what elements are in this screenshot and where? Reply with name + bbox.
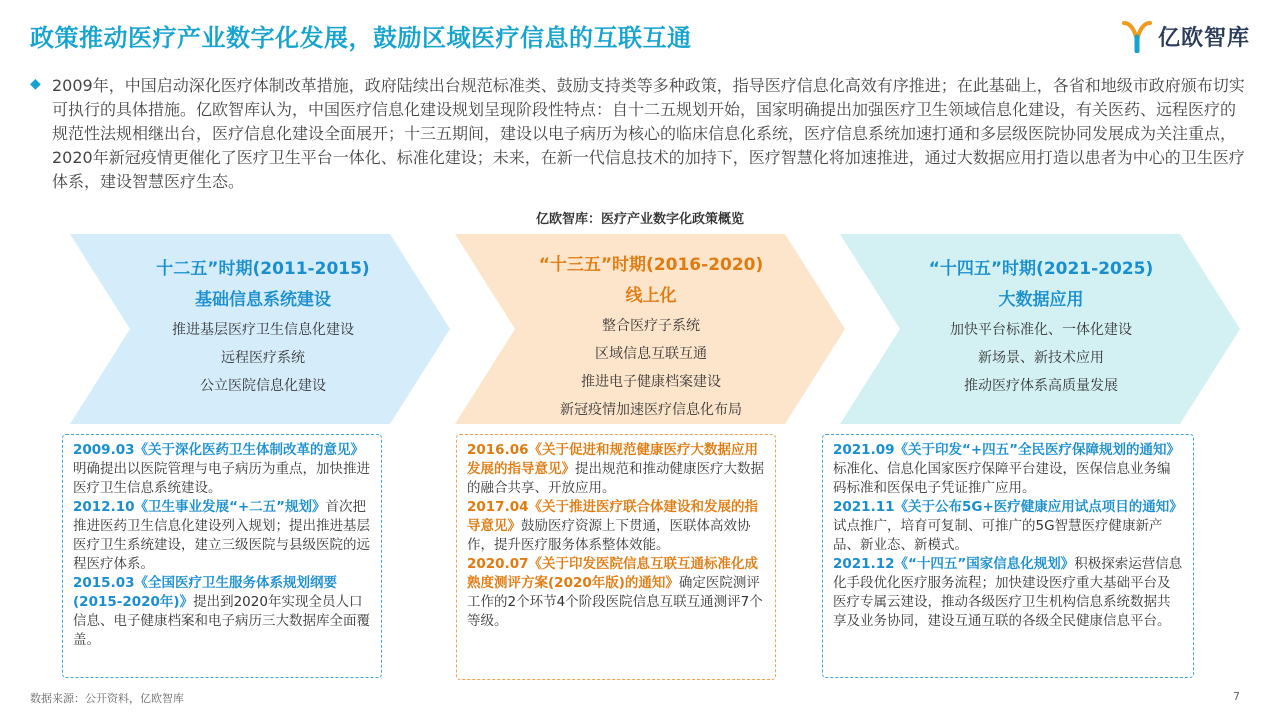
policy-box-1	[62, 434, 382, 678]
policy-entry	[73, 441, 371, 498]
policy-text: 标准化、信息化国家医疗保障平台建设，医保信息业务编码标准和医保电子凭证推广应用。	[833, 461, 1171, 496]
policy-text: 试点推广，培育可复制、可推广的5G智慧医疗健康新产品、新业态、新模式。	[833, 518, 1163, 553]
phase-item: 区域信息互联互通	[595, 346, 707, 362]
phase-title: 十二五”时期(2011-2015)	[156, 259, 370, 279]
phase-item: 公立医院信息化建设	[200, 378, 326, 394]
policy-title: 2015.03《全国医疗卫生服务体系规划纲要(2015-2020年)》	[73, 575, 337, 610]
policy-text: 明确提出以医院管理与电子病历为重点，加快推进医疗卫生信息系统建设。	[73, 461, 370, 496]
phase-item: 远程医疗系统	[221, 350, 305, 366]
policy-entry	[73, 574, 371, 650]
phase-item: 新场景、新技术应用	[978, 350, 1104, 366]
policy-entry	[833, 498, 1183, 555]
phase-title: “十四五”时期(2021-2025)	[928, 259, 1154, 279]
logo-text: 亿欧智库	[1157, 25, 1250, 51]
phase-item: 加快平台标准化、一体化建设	[950, 322, 1132, 338]
brand-logo	[1122, 16, 1250, 56]
policy-entry	[467, 441, 765, 498]
policy-entry	[833, 555, 1183, 631]
policy-text: 积极探索运营信息化手段优化医疗服务流程；加快建设医疗重大基础平台及医疗专属云建设，推动各级医疗卫生机构信息系统数据共享及业务协同，建设互通互联的各级全民健康信息平台。	[833, 556, 1183, 629]
policy-box-3	[822, 434, 1194, 678]
policy-box-2	[456, 434, 776, 680]
phase-1	[98, 254, 428, 400]
policy-text: 鼓励医疗资源上下贯通，医联体高效协作，提升医疗服务体系整体效能。	[467, 518, 751, 553]
phase-item: 推进基层医疗卫生信息化建设	[172, 322, 354, 338]
policy-title: 2021.09《关于印发“+四五”全民医疗保障规划的通知》	[833, 442, 1181, 458]
phase-subtitle: 线上化	[625, 286, 677, 306]
policy-text: 提出规范和推动健康医疗大数据的融合共享、开放应用。	[467, 461, 764, 496]
policy-title: 2021.12《“十四五”国家信息化规划》	[833, 556, 1075, 572]
policy-title: 2009.03《关于深化医药卫生体制改革的意见》	[73, 442, 364, 458]
logo-icon	[1122, 19, 1152, 53]
page-title: 政策推动医疗产业数字化发展，鼓励区域医疗信息的互联互通	[30, 24, 692, 52]
phase-item: 新冠疫情加速医疗信息化布局	[560, 402, 742, 418]
intro-section	[30, 74, 1250, 194]
phase-item: 推进电子健康档案建设	[581, 374, 721, 390]
section-subtitle: 亿欧智库：医疗产业数字化政策概览	[535, 212, 744, 227]
page-number: 7	[1233, 690, 1240, 703]
diamond-bullet-icon: ◆	[30, 76, 41, 92]
policy-entry	[833, 441, 1183, 498]
policy-text: 首次把推进医药卫生信息化建设列入规划；提出推进基层医疗卫生系统建设，建立三级医院与县级医院的远程医疗体系。	[73, 499, 370, 572]
policy-title: 2017.04《关于推进医疗联合体建设和发展的指导意见》	[467, 499, 758, 534]
policy-entry	[467, 498, 765, 555]
policy-entry	[467, 555, 765, 631]
intro-text: 2009年，中国启动深化医疗体制改革措施，政府陆续出台规范标准类、鼓励支持类等多种政策，指导医疗信息化高效有序推进；在此基础上，各省和地级市政府颁布切实可执行的具体措施。亿欧智库认为，中国医疗信息化建设规划呈现阶段性特点：自十二五规划开始，国家明确提出加强医疗卫生领域信息化建设，有关医药、远程医疗的规范性法规相继出台，医疗信息化建设全面展开；十三五期间，建设以电子病历为核心的临床信息化系统，医疗信息系统加速打通和多层级医院协同发展成为关注重点，2020年新冠疫情更催化了医疗卫生平台一体化、标准化建设；未来，在新一代信息技术的加持下，医疗智慧化将加速推进，通过大数据应用打造以患者为中心的卫生医疗体系，建设智慧医疗生态。	[52, 76, 1245, 191]
phase-2	[486, 250, 816, 424]
phase-title: “十三五”时期(2016-2020)	[538, 255, 764, 275]
policy-text: 确定医院测评工作的2个环节4个阶段医院信息互联互通测评7个等级。	[467, 575, 763, 629]
policy-title: 2020.07《关于印发医院信息互联互通标准化成熟度测评方案(2020年版)的通知》	[467, 556, 758, 591]
phase-3	[876, 254, 1206, 400]
phase-item: 整合医疗子系统	[602, 318, 700, 334]
policy-title: 2016.06《关于促进和规范健康医疗大数据应用发展的指导意见》	[467, 442, 758, 477]
phase-subtitle: 大数据应用	[998, 290, 1084, 310]
policy-title: 2012.10《卫生事业发展“+二五”规划》	[73, 499, 326, 515]
data-source: 数据来源：公开资料，亿欧智库	[30, 692, 184, 705]
policy-title: 2021.11《关于公布5G+医疗健康应用试点项目的通知》	[833, 499, 1183, 515]
policy-text: 提出到2020年实现全员人口信息、电子健康档案和电子病历三大数据库全面覆盖。	[73, 594, 370, 648]
phase-subtitle: 基础信息系统建设	[195, 290, 331, 310]
policy-entry	[73, 498, 371, 574]
phase-item: 推动医疗体系高质量发展	[964, 378, 1118, 394]
